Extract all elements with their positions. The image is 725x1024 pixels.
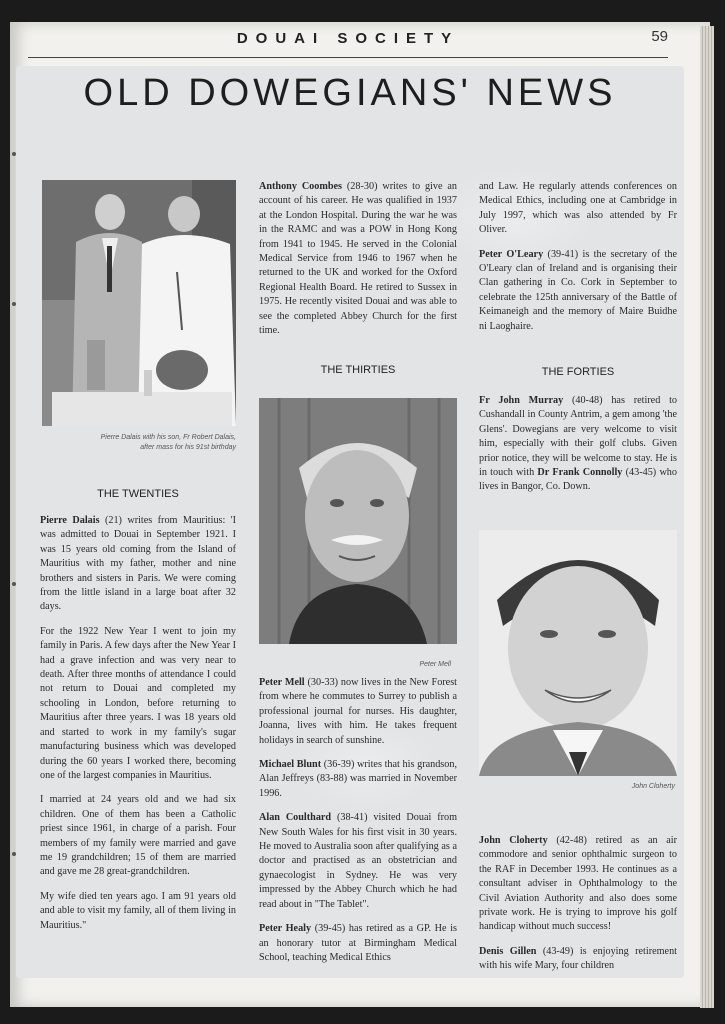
- section-heading-thirties: THE THIRTIES: [320, 364, 396, 376]
- column-2-top: [259, 180, 457, 348]
- paragraph: Pierre Dalais (21) writes from Mauritius: 'I was admitted to Douai in September 1921. I was 15 years old coming from the Island of Mauritius with my father, mother and nine brothers and sisters in Paris. We were coming from the little island in a large boat after 32 days.: [40, 515, 236, 613]
- section-heading-forties: THE FORTIES: [541, 366, 615, 378]
- paragraph: Michael Blunt (36-39) writes that his grandson, Alan Jeffreys (83-88) was married in November 1996.: [259, 759, 457, 799]
- person-name: John Cloherty: [479, 835, 548, 846]
- section-heading-twenties: THE TWENTIES: [97, 488, 179, 500]
- photo-pierre-dalais: [42, 180, 236, 426]
- paragraph: Anthony Coombes (28-30) writes to give an account of his career. He was qualified in 1937 at the London Hospital. During the war he was in the RAMC and was a POW in Hong Kong from 1941 to 1945. He served in the Colonial Medical Service from 1946 to 1967 when he returned to the UK and worked for the Oxford Regional Health Board. He retired to Sussex in 1975. He recently visited Douai and was able to see the completed Abbey Church for the first time.: [259, 181, 457, 337]
- photo-caption-cloherty: John Cloherty: [631, 783, 675, 790]
- person-name: Alan Coulthard: [259, 812, 332, 824]
- person-name: Michael Blunt: [259, 759, 322, 771]
- page-number: 59: [651, 28, 668, 45]
- page-stack-edge: [700, 26, 714, 1008]
- person-name: Peter Healy: [259, 923, 312, 935]
- photo-john-cloherty: [479, 530, 677, 776]
- paragraph: Peter O'Leary (39-41) is the secretary of the O'Leary clan of Ireland and is organising their Clan gathering in Co. Cork in September to celebrate the 125th anniversary of the Battle of Keimaneigh and the memory of Maire Buidhe ni Laoghaire.: [479, 248, 677, 332]
- paragraph: Peter Mell (30-33) now lives in the New Forest from where he commutes to Surrey to publish a professional journal for nurses. His daughter, Joanna, lives with him. He takes frequent holidays in search of sunshine.: [259, 677, 458, 746]
- person-name: Anthony Coombes: [259, 181, 343, 192]
- person-name: Denis Gillen: [479, 945, 537, 957]
- person-name: Dr Frank Connolly: [537, 467, 623, 479]
- paragraph: and Law. He regularly attends conferences on Medical Ethics, including one at Cambridge in July 1997, which was also attended by Fr Oliver.: [479, 181, 677, 236]
- running-header: [28, 27, 668, 58]
- page-title: OLD DOWEGIANS' NEWS: [83, 72, 617, 114]
- paragraph: Denis Gillen (43-49) is enjoying retirement with his wife Mary, four children: [479, 945, 677, 972]
- person-name: Peter Mell: [259, 677, 305, 688]
- paragraph: Peter Healy (39-45) has retired as a GP. He is an honorary tutor at Birmingham Medical School, teaching Medical Ethics: [259, 923, 457, 963]
- column-1: [40, 514, 236, 943]
- column-2-bottom: [259, 676, 457, 975]
- paragraph: My wife died ten years ago. I am 91 years old and able to visit my family, all of them living in Mauritius.": [40, 890, 236, 931]
- running-title: DOUAI SOCIETY: [236, 30, 460, 47]
- paragraph: Fr John Murray (40-48) has retired to Cushandall in County Antrim, a gem among 'the Glens'. Dowegians are very welcome to visit him, especially with their golf clubs. Given prior notice, they will be welcome to stay. He is in touch with Dr Frank Connolly (43-45) who lives in Bangor, Co. Down.: [479, 395, 678, 493]
- person-name: Fr John Murray: [479, 395, 564, 406]
- paragraph: For the 1922 New Year I went to join my family in Paris. A few days after the New Year I had a grave infection and was very near to death. After three months of attendance I could not return to Douai and completed my schooling in London, before returning to Mauritius after three years. I was 18 years old and started to work in my family's sugar manufacturing business which was developed during the 60 years I worked there, becoming one of the largest companies in Mauritius.: [40, 625, 236, 781]
- photo-caption-dalais: Pierre Dalais with his son, Fr Robert Dalais, after mass for his 91st birthday: [100, 434, 236, 451]
- column-3-top: [479, 180, 677, 344]
- column-3-bottom: [479, 834, 677, 984]
- photo-peter-mell: [259, 398, 457, 644]
- person-name: Peter O'Leary: [479, 248, 544, 260]
- column-3-mid: [479, 394, 677, 505]
- paragraph: Alan Coulthard (38-41) visited Douai from New South Wales for his first visit in 30 years. He moved to Australia soon after qualifying as a doctor and practised as an obstetrician and gynaecologist in Sydney. He was very impressed by the Abbey Church which he had read about in "The Tablet".: [259, 812, 458, 910]
- photo-caption-mell: Peter Mell: [419, 661, 451, 668]
- person-name: Pierre Dalais: [40, 515, 100, 526]
- paragraph: John Cloherty (42-48) retired as an air commodore and senior ophthalmic surgeon to the RAF in December 1993. He continues as a consultant adviser in Ophthalmology to the Civil Aviation Authority and also does some private work. He is trying to improve his golf handicap without much success!: [479, 835, 678, 933]
- paragraph: I married at 24 years old and we had six children. One of them has been a Catholic priest since 1961, in charge of a parish. Four members of my family were married and gave me 19 grandchildren; 15 of them are married and gave me 28 great-grandchildren.: [40, 794, 236, 878]
